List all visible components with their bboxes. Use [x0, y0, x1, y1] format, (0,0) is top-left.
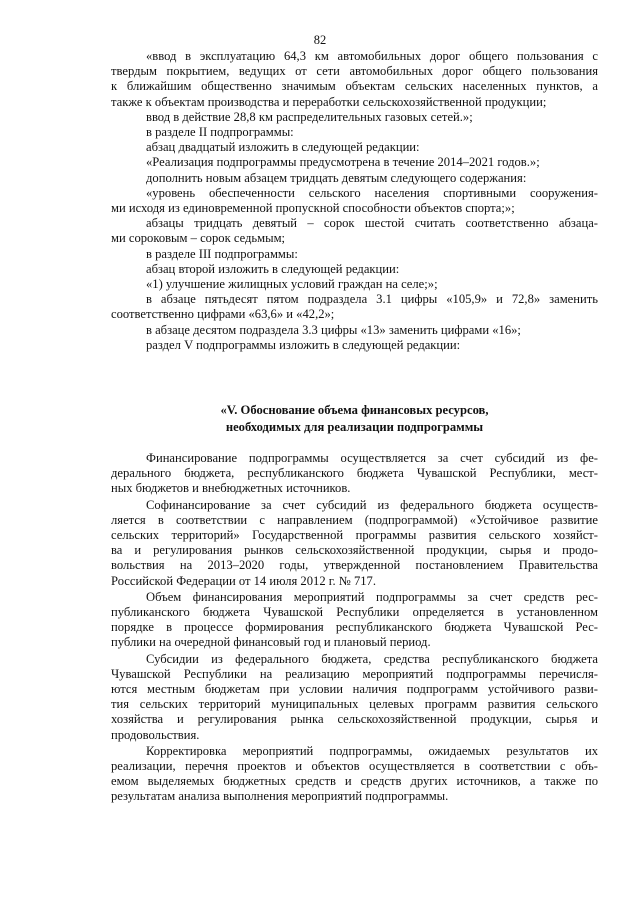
text-line: к ближайшим общественно значимым объектам сельских населенных пунктов, а	[111, 79, 598, 94]
paragraph	[111, 451, 598, 497]
text-line: сельских территорий» Государственной программы развития сельского хозяйст-	[111, 528, 598, 543]
text-line: емом выделяемых бюджетных средств и средств других источников, а также по	[111, 774, 598, 789]
section-heading	[111, 402, 598, 436]
text-line: дополнить новым абзацем тридцать девятым следующего содержания:	[146, 170, 527, 185]
text-line: также к объектам производства и переработки сельскохозяйственной продукции;	[111, 94, 547, 109]
text-line: в разделе III подпрограммы:	[146, 246, 298, 261]
text-line: Чувашской Республики на реализацию мероприятий подпрограммы перечисля-	[111, 666, 598, 681]
text-line: ми исходя из единовременной пропускной способности объектов спорта;»;	[111, 201, 515, 216]
text-line: абзац двадцатый изложить в следующей редакции:	[146, 140, 420, 155]
section-heading-line-1: «V. Обоснование объема финансовых ресурсов,	[220, 403, 489, 417]
text-line: Субсидии из федерального бюджета, средства республиканского бюджета	[146, 651, 598, 666]
text-line: Корректировка мероприятий подпрограммы, ожидаемых результатов их	[146, 743, 598, 758]
text-line: в абзаце пятьдесят пятом подраздела 3.1 цифры «105,9» и 72,8» заменить	[146, 292, 598, 307]
text-line: «ввод в эксплуатацию 64,3 км автомобильных дорог общего пользования с	[146, 49, 598, 63]
text-line: абзац второй изложить в следующей редакции:	[146, 261, 400, 276]
text-line: публиканского бюджета Чувашской Республики определяется в установленном	[111, 605, 598, 620]
amendment-list	[111, 49, 598, 353]
section-body	[111, 451, 598, 806]
text-line: ляется в соответствии с направлением (подпрограммой) «Устойчивое развитие	[111, 512, 598, 527]
text-line: в абзаце десятом подраздела 3.3 цифры «13» заменить цифрами «16»;	[146, 322, 521, 337]
page-number: 82	[313, 33, 327, 47]
text-line: абзацы тридцать девятый – сорок шестой считать соответственно абзаца-	[146, 216, 598, 231]
paragraph	[111, 590, 598, 651]
text-line: ных бюджетов и внебюджетных источников.	[111, 481, 351, 496]
section-heading-line-2: необходимых для реализации подпрограммы	[225, 420, 484, 434]
text-line: соответственно цифрами «63,6» и «42,2»;	[111, 307, 335, 322]
text-line: «1) улучшение жилищных условий граждан на селе;»;	[146, 277, 438, 292]
paragraph	[111, 652, 598, 743]
text-line: ввод в действие 28,8 км распределительных газовых сетей.»;	[146, 109, 473, 124]
text-line: результатам анализа выполнения мероприятий подпрограммы.	[111, 789, 449, 804]
text-line: ются местным бюджетам при условии наличия подпрограмм устойчивого разви-	[111, 682, 598, 697]
text-line: Софинансирование за счет субсидий из федерального бюджета осуществ-	[146, 497, 598, 512]
text-line: тия сельских территорий муниципальных целевых программ развития сельского	[111, 697, 598, 712]
text-line: в разделе II подпрограммы:	[146, 125, 294, 140]
text-line: дерального бюджета, республиканского бюджета Чувашской Республики, мест-	[111, 466, 598, 481]
text-line: «уровень обеспеченности сельского населения спортивными сооружения-	[146, 185, 598, 200]
text-line: Объем финансирования мероприятий подпрограммы за счет средств рес-	[146, 589, 598, 604]
paragraph	[111, 498, 598, 589]
text-line: ва и регулирования рынков сельскохозяйственной продукции, сырья и продо-	[111, 543, 598, 558]
text-line: реализации, перечня проектов и объектов осуществляется в соответствии с объ-	[111, 759, 598, 774]
text-line: хозяйства и регулирования рынка сельскохозяйственной продукции, сырья и	[111, 712, 598, 727]
text-line: Российской Федерации от 14 июля 2012 г. № 717.	[111, 573, 377, 588]
text-line: ми сороковым – сорок седьмым;	[111, 231, 286, 246]
paragraph	[111, 744, 598, 805]
text-line: порядке в процессе формирования республиканского бюджета Чувашской Рес-	[111, 620, 598, 635]
text-line: «Реализация подпрограммы предусмотрена в течение 2014–2021 годов.»;	[146, 155, 540, 170]
text-line: продовольствия.	[111, 727, 200, 742]
text-line: публики на очередной финансовый год и плановый период.	[111, 635, 431, 650]
text-line: твердым покрытием, ведущих от сети автомобильных дорог общего пользования	[111, 64, 598, 79]
text-line: раздел V подпрограммы изложить в следующей редакции:	[146, 337, 461, 352]
text-line: вольствия на 2013–2020 годы, утвержденной постановлением Правительства	[111, 558, 598, 573]
text-line: Финансирование подпрограммы осуществляется за счет субсидий из фе-	[146, 451, 598, 465]
